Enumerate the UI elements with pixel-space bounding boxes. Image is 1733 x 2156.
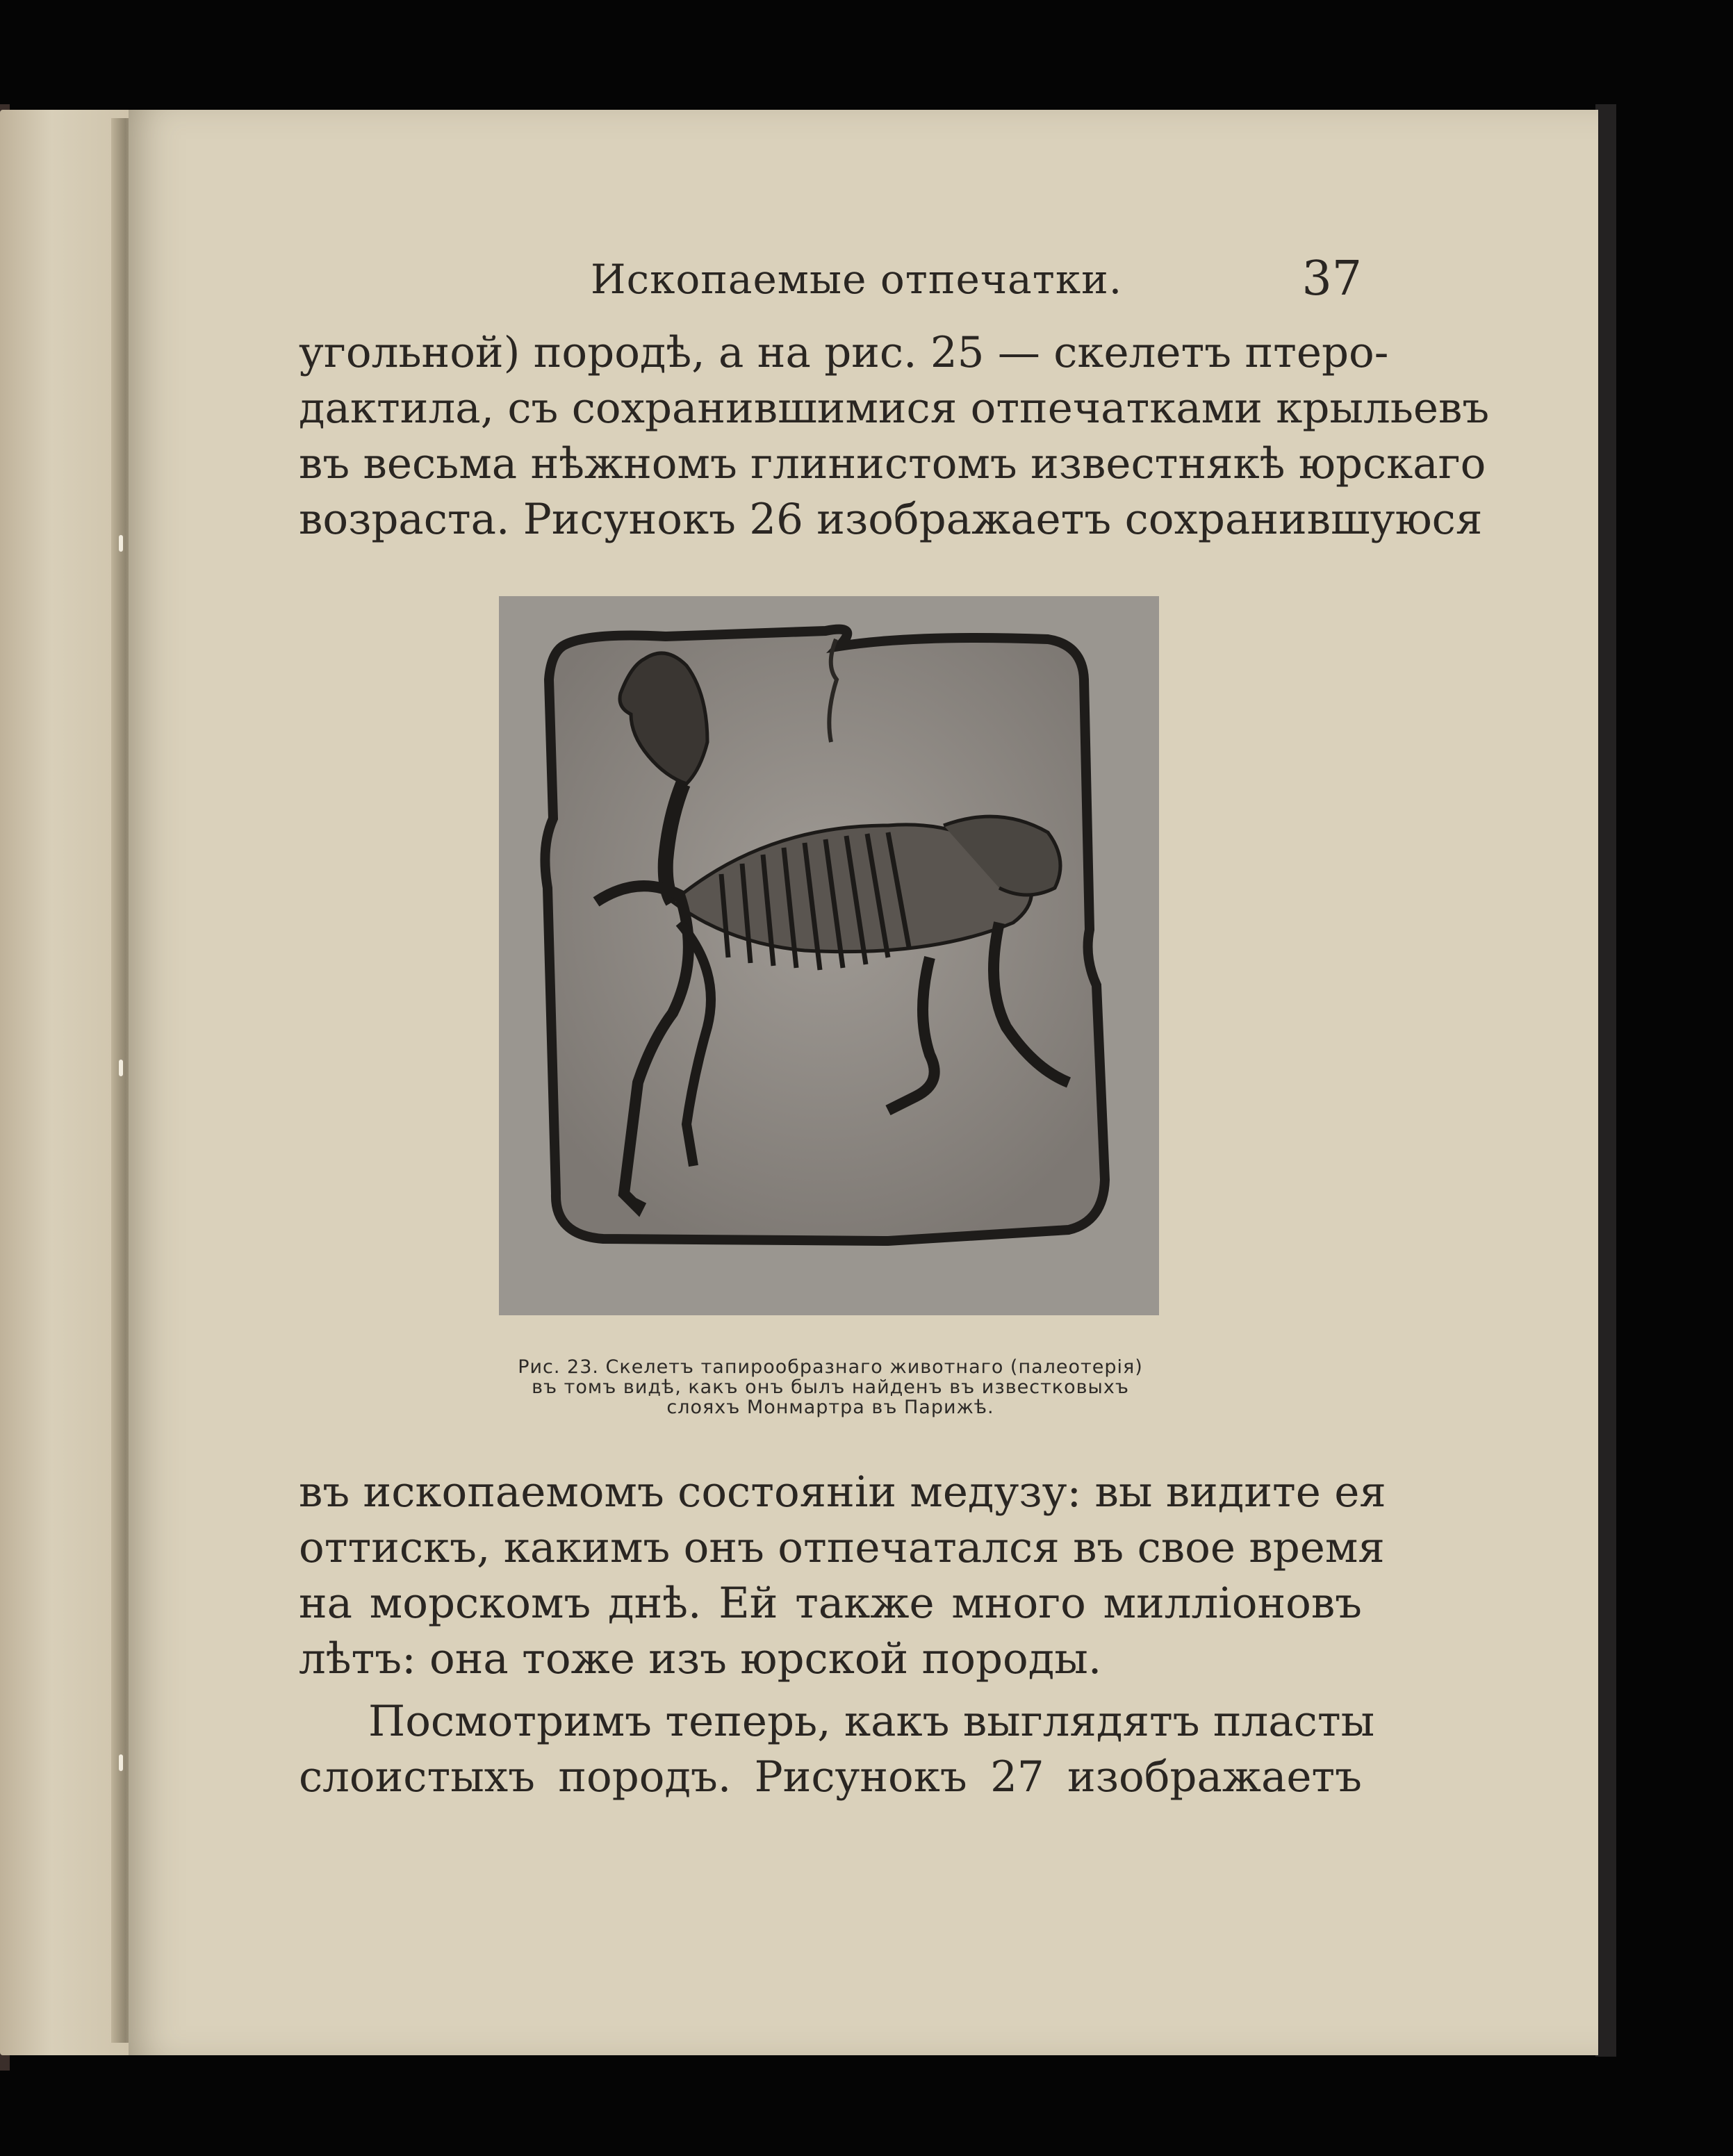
text-line: въ ископаемомъ состояніи медузу: вы видите ея bbox=[299, 1467, 1386, 1517]
caption-line: Рис. 23. Скелетъ тапирообразнаго животнаго (палеотерія) bbox=[518, 1356, 1143, 1378]
paragraph-top bbox=[299, 325, 1490, 548]
figure-caption bbox=[389, 1357, 1272, 1417]
caption-line: въ томъ видѣ, какъ онъ былъ найденъ въ известковыхъ bbox=[532, 1376, 1129, 1398]
text-line: на морскомъ днѣ. Ей также много милліоновъ bbox=[299, 1579, 1362, 1628]
text-line: возраста. Рисунокъ 26 изображаетъ сохранившуюся bbox=[299, 495, 1483, 544]
text-line: слоистыхъ породъ. Рисунокъ 27 изображаетъ bbox=[299, 1752, 1362, 1802]
left-page bbox=[0, 110, 129, 2055]
paragraph-bottom bbox=[299, 1694, 1375, 1805]
book-cover-edge-right bbox=[1595, 104, 1616, 2057]
page-number: 37 bbox=[1301, 252, 1362, 306]
running-title: Ископаемые отпечатки. bbox=[591, 256, 1123, 303]
text-line: дактила, съ сохранившимися отпечатками крыльевъ bbox=[299, 384, 1490, 433]
binding-stitch bbox=[119, 1754, 123, 1771]
text-line: оттискъ, какимъ онъ отпечатался въ свое время bbox=[299, 1523, 1385, 1572]
caption-line: слояхъ Монмартра въ Парижѣ. bbox=[666, 1397, 994, 1418]
text-line: Посмотримъ теперь, какъ выглядятъ пласты bbox=[368, 1697, 1375, 1746]
page-header bbox=[299, 252, 1362, 311]
fossil-figure bbox=[499, 596, 1159, 1315]
paragraph-middle bbox=[299, 1465, 1386, 1687]
fossil-skeleton-illustration bbox=[499, 596, 1159, 1315]
binding-stitch bbox=[119, 1060, 123, 1076]
text-line: въ весьма нѣжномъ глинистомъ известнякѣ юрскаго bbox=[299, 439, 1486, 488]
binding-stitch bbox=[119, 535, 123, 552]
text-line: угольной) породѣ, а на рис. 25 — скелетъ птеро- bbox=[299, 328, 1389, 377]
text-line: лѣтъ: она тоже изъ юрской породы. bbox=[299, 1634, 1102, 1684]
